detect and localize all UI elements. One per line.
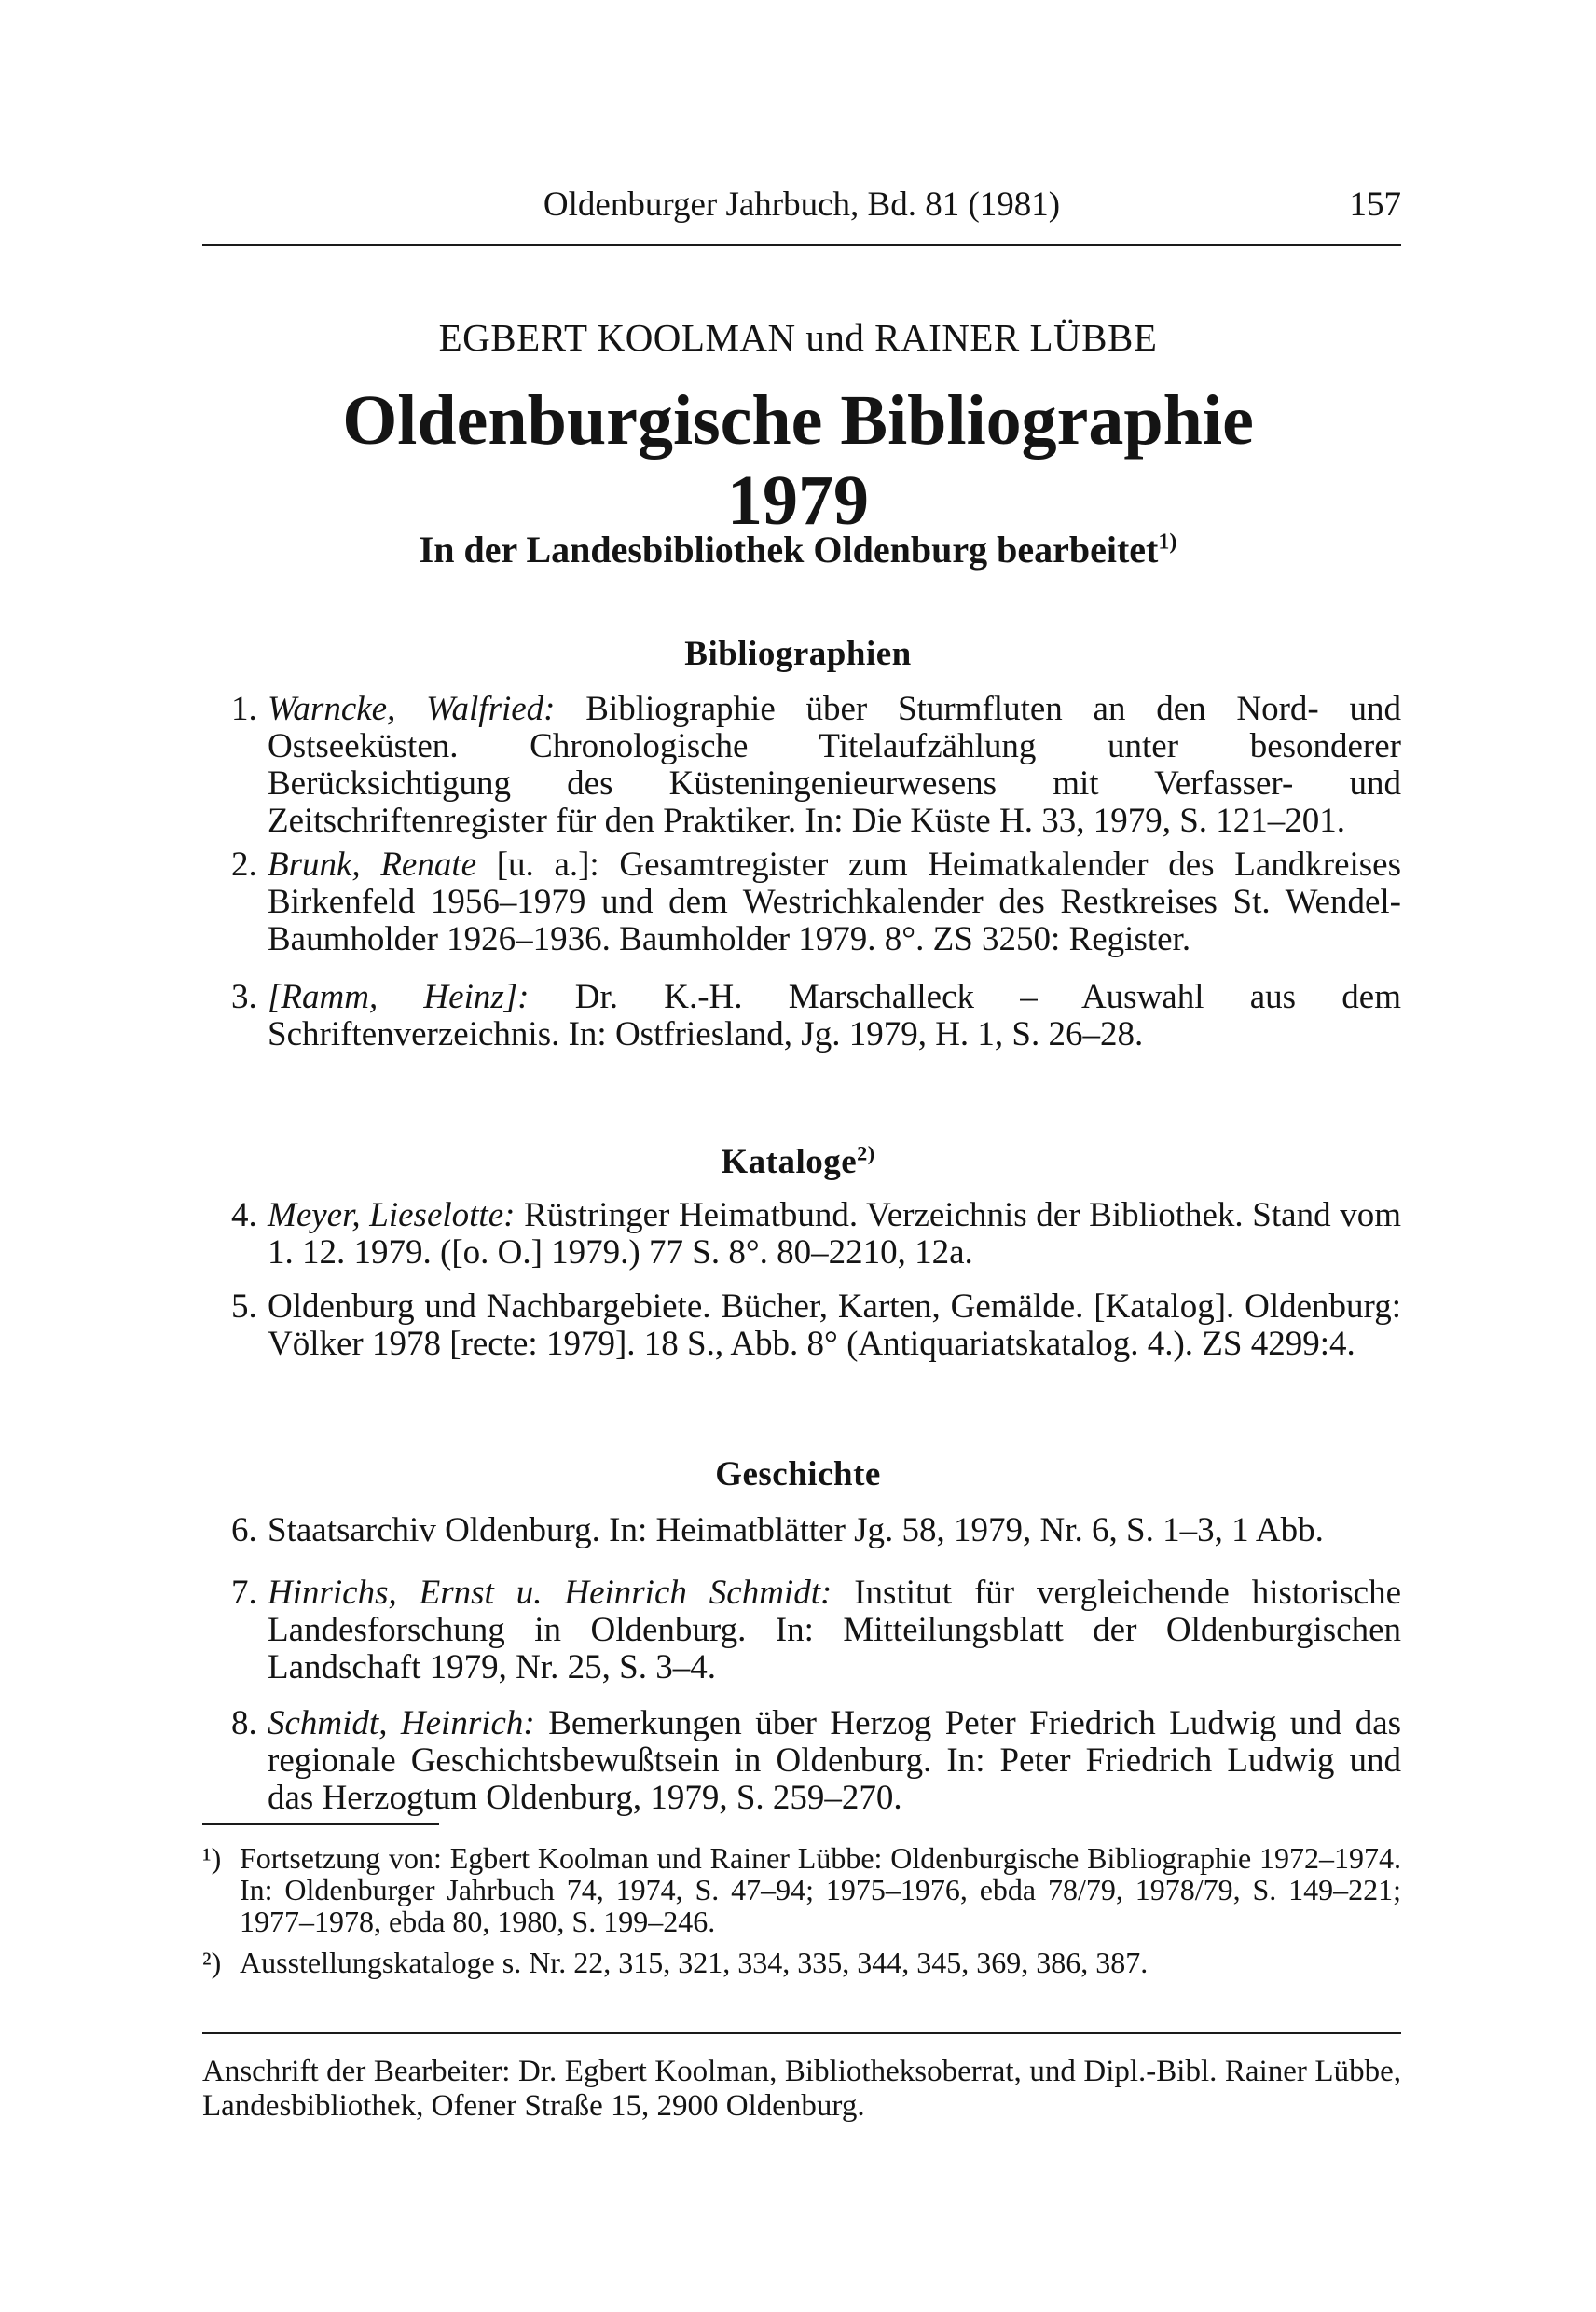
entry-7 [231, 1575, 1401, 1686]
entry-text: Dr. K.-H. Marschalleck – Auswahl aus dem Schriftenverzeichnis. In: Ostfriesland, Jg. 1979, H. 1, S. 26–28. [268, 978, 1402, 1053]
entry-author: [Ramm, Heinz]: [268, 978, 530, 1016]
entry-number: 4. [231, 1196, 257, 1234]
footnote-ref-1[interactable]: 1) [1158, 530, 1177, 555]
article-title [0, 380, 1596, 541]
entry-author: Meyer, Lieselotte: [268, 1196, 516, 1234]
entry-author: Brunk, Renate [268, 846, 477, 884]
title-text: Oldenburgische Bibliographie [342, 381, 1254, 460]
page-number: 157 [1349, 186, 1401, 224]
footnote-rule [202, 1823, 439, 1825]
entry-2 [231, 846, 1401, 958]
entry-author: Hinrichs, Ernst u. Heinrich Schmidt: [268, 1574, 832, 1612]
entry-1 [231, 691, 1401, 840]
section-heading-geschichte: Geschichte [715, 1455, 881, 1493]
address-rule [202, 2032, 1401, 2034]
section-heading-bibliographien: Bibliographien [684, 635, 912, 673]
entry-text: Rüstringer Heimatbund. Verzeichnis der Bibliothek. Stand vom 1. 12. 1979. ([o. O.] 1979.) 77 S. 8°. 80–2210, 12a. [268, 1196, 1401, 1272]
entry-6 [231, 1512, 1401, 1549]
footnote-text: Fortsetzung von: Egbert Koolman und Rainer Lübbe: Oldenburgische Bibliographie 1972–1974. In: Oldenburger Jahrbuch 74, 1974, S. 47–94; 1975–1976, ebda 78/79, 1978/79, S. 149–221; 1977–1978, ebda 80, 1980, S. 199–246. [240, 1841, 1401, 1938]
footnote-text: Ausstellungskataloge s. Nr. 22, 315, 321, 334, 335, 344, 345, 369, 386, 387. [240, 1946, 1149, 1979]
entry-text: Bemerkungen über Herzog Peter Friedrich Ludwig und das regionale Geschichtsbewußtsein in Oldenburg. In: Peter Friedrich Ludwig und das Herzogtum Oldenburg, 1979, S. 259–270. [268, 1704, 1402, 1817]
footnote-1 [202, 1842, 1401, 1937]
footnote-mark: ¹) [202, 1841, 222, 1875]
title-year: 1979 [727, 461, 869, 540]
footnote-mark: ²) [202, 1946, 222, 1979]
entry-number: 6. [231, 1511, 257, 1549]
subtitle-text: In der Landesbibliothek Oldenburg bearbeitet [419, 529, 1159, 571]
entry-text: [u. a.]: Gesamtregister zum Heimatkalender des Landkreises Birkenfeld 1956–1979 und dem Westrichkalender des Restkreises St. Wendel-Baumholder 1926–1936. Baumholder 1979. 8°. ZS 3250: Register. [268, 846, 1401, 958]
editors-address: Anschrift der Bearbeiter: Dr. Egbert Koolman, Bibliotheksoberrat, und Dipl.-Bibl. Rainer Lübbe, Landesbibliothek, Ofener Straße 15, 2900 Oldenburg. [202, 2055, 1401, 2123]
article-subtitle [0, 528, 1596, 571]
journal-title: Oldenburger Jahrbuch, Bd. 81 (1981) [543, 186, 1061, 224]
entry-number: 5. [231, 1287, 257, 1326]
header-rule [202, 244, 1401, 246]
entry-number: 1. [231, 690, 257, 728]
entry-author: Schmidt, Heinrich: [268, 1704, 535, 1742]
entry-number: 8. [231, 1704, 257, 1742]
entry-number: 7. [231, 1574, 257, 1612]
entry-4 [231, 1197, 1401, 1272]
entry-text: Institut für vergleichende historische Landesforschung in Oldenburg. In: Mitteilungsblatt der Oldenburgischen Landschaft 1979, Nr. 25, S. 3–4. [268, 1574, 1402, 1686]
footnote-2 [202, 1947, 1401, 1978]
entry-text: Staatsarchiv Oldenburg. In: Heimatblätter Jg. 58, 1979, Nr. 6, S. 1–3, 1 Abb. [268, 1511, 1324, 1549]
entry-text: Bibliographie über Sturmfluten an den Nord- und Ostseeküsten. Chronologische Titelaufzählung unter besonderer Berücksichtigung des Küsteningenieurwesens mit Verfasser- und Zeitschriftenregister für den Praktiker. In: Die Küste H. 33, 1979, S. 121–201. [268, 690, 1402, 840]
entry-number: 2. [231, 846, 257, 884]
entry-5 [231, 1288, 1401, 1363]
entry-8 [231, 1705, 1401, 1817]
entry-text: Oldenburg und Nachbargebiete. Bücher, Karten, Gemälde. [Katalog]. Oldenburg: Völker 1978 [recte: 1979]. 18 S., Abb. 8° (Antiquariatskatalog. 4.). ZS 4299:4. [268, 1287, 1401, 1363]
entry-number: 3. [231, 978, 257, 1016]
article-authors: EGBERT KOOLMAN und RAINER LÜBBE [438, 316, 1158, 359]
footnote-ref-2[interactable]: 2) [857, 1141, 875, 1165]
running-head [202, 185, 1401, 241]
section-heading-kataloge: Kataloge$^{2)}$ [721, 1141, 875, 1181]
entry-3 [231, 979, 1401, 1053]
entry-author: Warncke, Walfried: [268, 690, 556, 728]
